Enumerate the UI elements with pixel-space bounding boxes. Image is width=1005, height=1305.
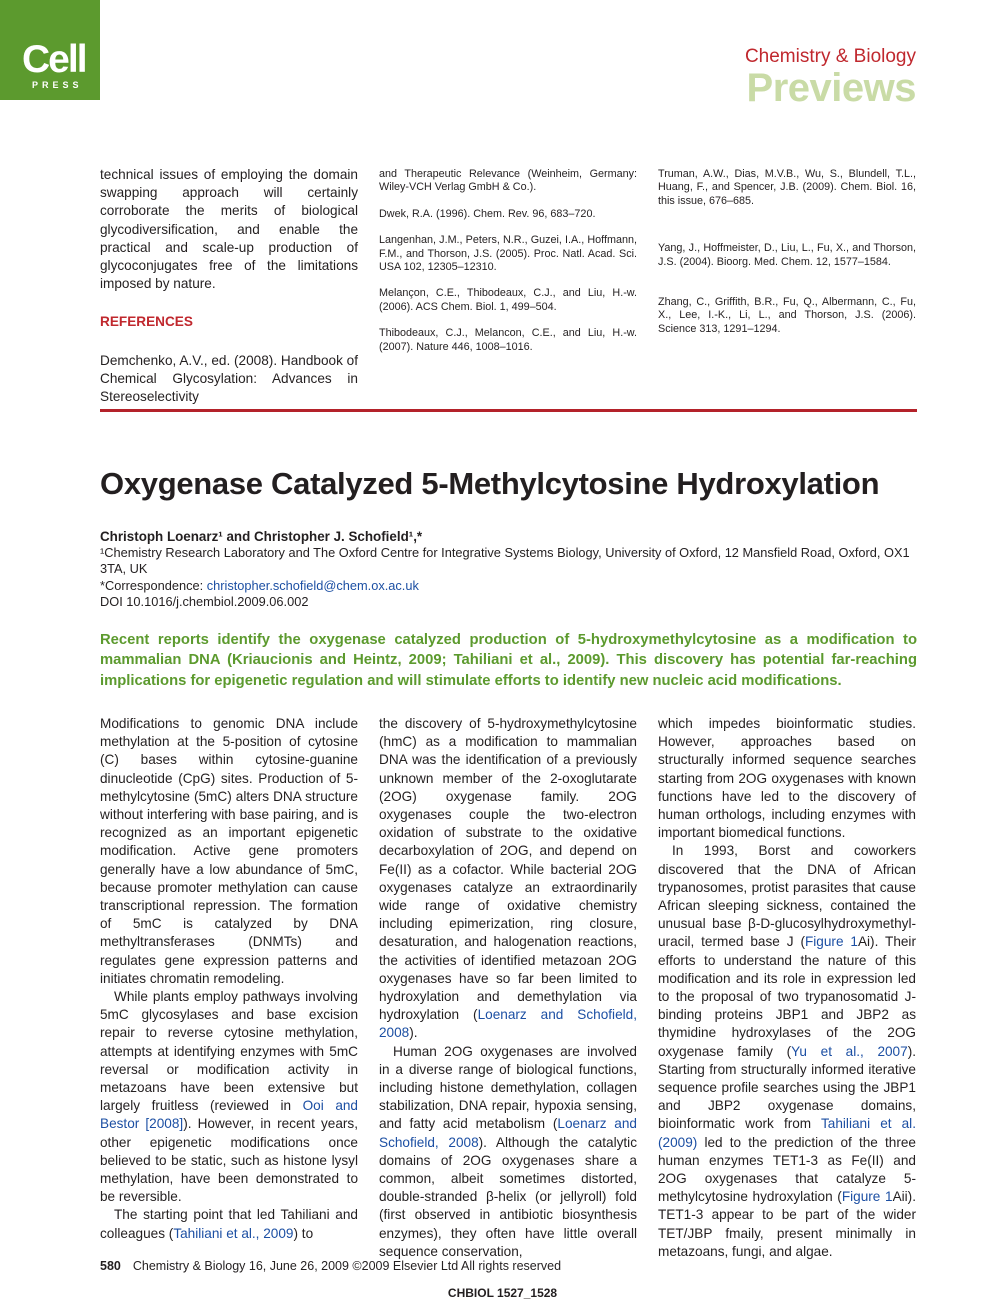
cell-press-logo: [0, 0, 100, 100]
reference-item: Dwek, R.A. (1996). Chem. Rev. 96, 683–720.: [379, 207, 596, 220]
reference-item: Langenhan, J.M., Peters, N.R., Guzei, I.A., Hoffmann, F.M., and Thorson, J.S. (2005). Proc. Natl. Acad. Sci. USA 102, 12305–12310.: [379, 234, 637, 274]
prev-article-text: technical issues of employing the domain swapping approach will certainly corroborate the merits of biological glycodiversification, and enable the practical and scale-up production of glycoconjugates free of the limitations imposed by nature.: [100, 167, 358, 292]
reference-item: Yang, J., Hoffmeister, D., Liu, L., Fu, X., and Thorson, J.S. (2004). Bioorg. Med. Chem. 12, 1577–1584.: [658, 242, 916, 268]
body-col2: [379, 715, 637, 1261]
reference-item: Zhang, C., Griffith, B.R., Fu, Q., Albermann, C., Fu, X., Lee, I.-K., Li, L., and Thorson, J.S. (2006). Science 313, 1291–1294.: [658, 296, 916, 335]
paragraph: While plants employ pathways involving 5mC glycosylases and base excision repair to reverse cytosine methylation, attempts at identifying enzymes with 5mC reversal or modification activity in metazoans have been extensive but largely fruitless (reviewed in Ooi and Bestor [2008]). However, in recent years, other epigenetic modifications once believed to be static, such as histone lysyl methylation, have been demonstrated to be reversible.: [100, 989, 358, 1205]
logo-press: PRESS: [32, 80, 83, 90]
citation-link[interactable]: Tahiliani et al., 2009: [173, 1225, 294, 1241]
article-title: Oxygenase Catalyzed 5-Methylcytosine Hydroxylation: [100, 466, 880, 501]
paragraph: the discovery of 5-hydroxymethylcytosine (hmC) as a modification to mammalian DNA was the identification of a previously unknown member of the 2-oxoglutarate (2OG) oxygenase family. 2OG oxygenases couple the two-electron oxidation of substrate to the oxidative decarboxylation of 2OG, and depend on Fe(II) as a cofactor. While bacterial 2OG oxygenases catalyze an extraordinarily wide range of oxidative chemistry including epimerization, ring closure, desaturation, and halogenation reactions, the activities of identified metazoan 2OG oxygenases have so far been limited to hydroxylation and demethylation via hydroxylation (Loenarz and Schofield, 2008).: [379, 716, 637, 1041]
correspondence-email-link[interactable]: christopher.schofield@chem.ox.ac.uk: [206, 577, 419, 593]
prev-article-col2: [379, 168, 637, 354]
section-divider: [100, 409, 917, 412]
reference-item: and Therapeutic Relevance (Weinheim, Germany: Wiley-VCH Verlag GmbH & Co.).: [379, 168, 637, 194]
article-code: CHBIOL 1527_1528: [447, 1286, 558, 1300]
paragraph: Human 2OG oxygenases are involved in a diverse range of biological functions, including histone demethylation, collagen stabilization, DNA repair, hypoxia sensing, and fatty acid metabolism (Loenarz and Schofield, 2008). Although the catalytic domains of 2OG oxygenases share a common, albeit sometimes distorted, double-stranded β-helix (or jellyroll) fold (first observed in antibiotic biosynthesis enzymes), they often have little overall sequence conservation,: [379, 1043, 637, 1259]
correspondence-label: *Correspondence:: [100, 577, 207, 593]
prev-article-col3: [658, 168, 916, 336]
reference-item: Thibodeaux, C.J., Melancon, C.E., and Liu, H.-w. (2007). Nature 446, 1008–1016.: [379, 327, 637, 353]
footer-citation: Chemistry & Biology 16, June 26, 2009 ©2009 Elsevier Ltd All rights reserved: [132, 1259, 562, 1273]
figure-link[interactable]: Figure 1: [841, 1189, 893, 1205]
reference-item: Demchenko, A.V., ed. (2008). Handbook of Chemical Glycosylation: Advances in Stereoselectivity: [100, 352, 358, 405]
affiliation: ¹Chemistry Research Laboratory and The Oxford Centre for Integrative Systems Biology, University of Oxford, 12 Mansfield Road, Oxford, OX1 3TA, UK: [100, 545, 910, 577]
journal-name: Chemistry & Biology: [744, 46, 916, 67]
doi: DOI 10.1016/j.chembiol.2009.06.002: [100, 593, 309, 609]
authors: Christoph Loenarz¹ and Christopher J. Schofield¹,*: [100, 529, 423, 544]
page-footer: [100, 1259, 561, 1273]
figure-link[interactable]: Figure 1: [804, 934, 858, 950]
paragraph: which impedes bioinformatic studies. However, approaches based on structurally informed sequence searches starting from 2OG oxygenases with known functions have led to the discovery of human orthologs, including enzymes with important biomedical functions.: [658, 716, 916, 841]
abstract: Recent reports identify the oxygenase catalyzed production of 5-hydroxymethylcytosine as a modification to mammalian DNA (Kriaucionis and Heintz, 2009; Tahiliani et al., 2009). This discovery has potential far-reaching implications for epigenetic regulation and will stimulate efforts to identify new nucleic acid modifications.: [100, 632, 917, 689]
section-name: Previews: [746, 66, 916, 110]
prev-article-col1: [100, 166, 358, 406]
page-number: 580: [100, 1259, 121, 1273]
correspondence: [100, 578, 920, 594]
paragraph: The starting point that led Tahiliani and colleagues (Tahiliani et al., 2009) to: [100, 1207, 358, 1241]
logo-brand: Cell: [22, 38, 86, 81]
article-meta: [100, 529, 920, 610]
paragraph: Modifications to genomic DNA include methylation at the 5-position of cytosine (C) bases within cytosine-guanine dinucleotide (CpG) sites. Production of 5-methylcytosine (5mC) alters DNA structure without interfering with base pairing, and is recognized as an important epigenetic modification. Active gene promoters generally have a low abundance of 5mC, because promoter methylation can cause transcriptional repression. The formation of 5mC is catalyzed by DNA methyltransferases (DNMTs) and regulates gene expression patterns and initiates chromatin remodeling.: [100, 716, 358, 986]
reference-item: Truman, A.W., Dias, M.V.B., Wu, S., Blundell, T.L., Huang, F., and Spencer, J.B. (2009). Chem. Biol. 16, this issue, 676–685.: [658, 168, 916, 207]
citation-link[interactable]: Yu et al., 2007: [791, 1043, 908, 1059]
citation-link[interactable]: Tahiliani et al. (2009): [658, 1116, 916, 1150]
reference-item: Melançon, C.E., Thibodeaux, C.J., and Liu, H.-w. (2006). ACS Chem. Biol. 1, 499–504.: [379, 287, 637, 313]
citation-link[interactable]: Loenarz and Schofield, 2008: [379, 1007, 637, 1041]
citation-link[interactable]: Loenarz and Schofield, 2008: [379, 1116, 637, 1150]
citation-link[interactable]: Ooi and Bestor [2008]: [100, 1098, 358, 1132]
references-heading: REFERENCES: [100, 314, 193, 330]
paragraph: In 1993, Borst and coworkers discovered that the DNA of African trypanosomes, protist parasites that cause African sleeping sickness, contained the unusual base β-D-glucosylhydroxymethyl-uracil, termed base J (Figure 1Ai). Their efforts to understand the nature of this modification and its role in expression led to the proposal of two trypanosomatid J-binding proteins JBP1 and JBP2 as thymidine hydroxylases of the 2OG oxygenase family (Yu et al., 2007). Starting from structurally informed iterative sequence profile searches using the JBP1 and JBP2 oxygenase domains, bioinformatic work from Tahiliani et al. (2009) led to the prediction of the three human enzymes TET1-3 as Fe(II) and 2OG oxygenases that catalyze 5-methylcytosine hydroxylation (Figure 1Aii). TET1-3 appear to be part of the wider TET/JBP fmaily, present minimally in metazoans, fungi, and algae.: [658, 843, 916, 1259]
body-col1: [100, 715, 358, 1243]
body-col3: [658, 715, 916, 1261]
